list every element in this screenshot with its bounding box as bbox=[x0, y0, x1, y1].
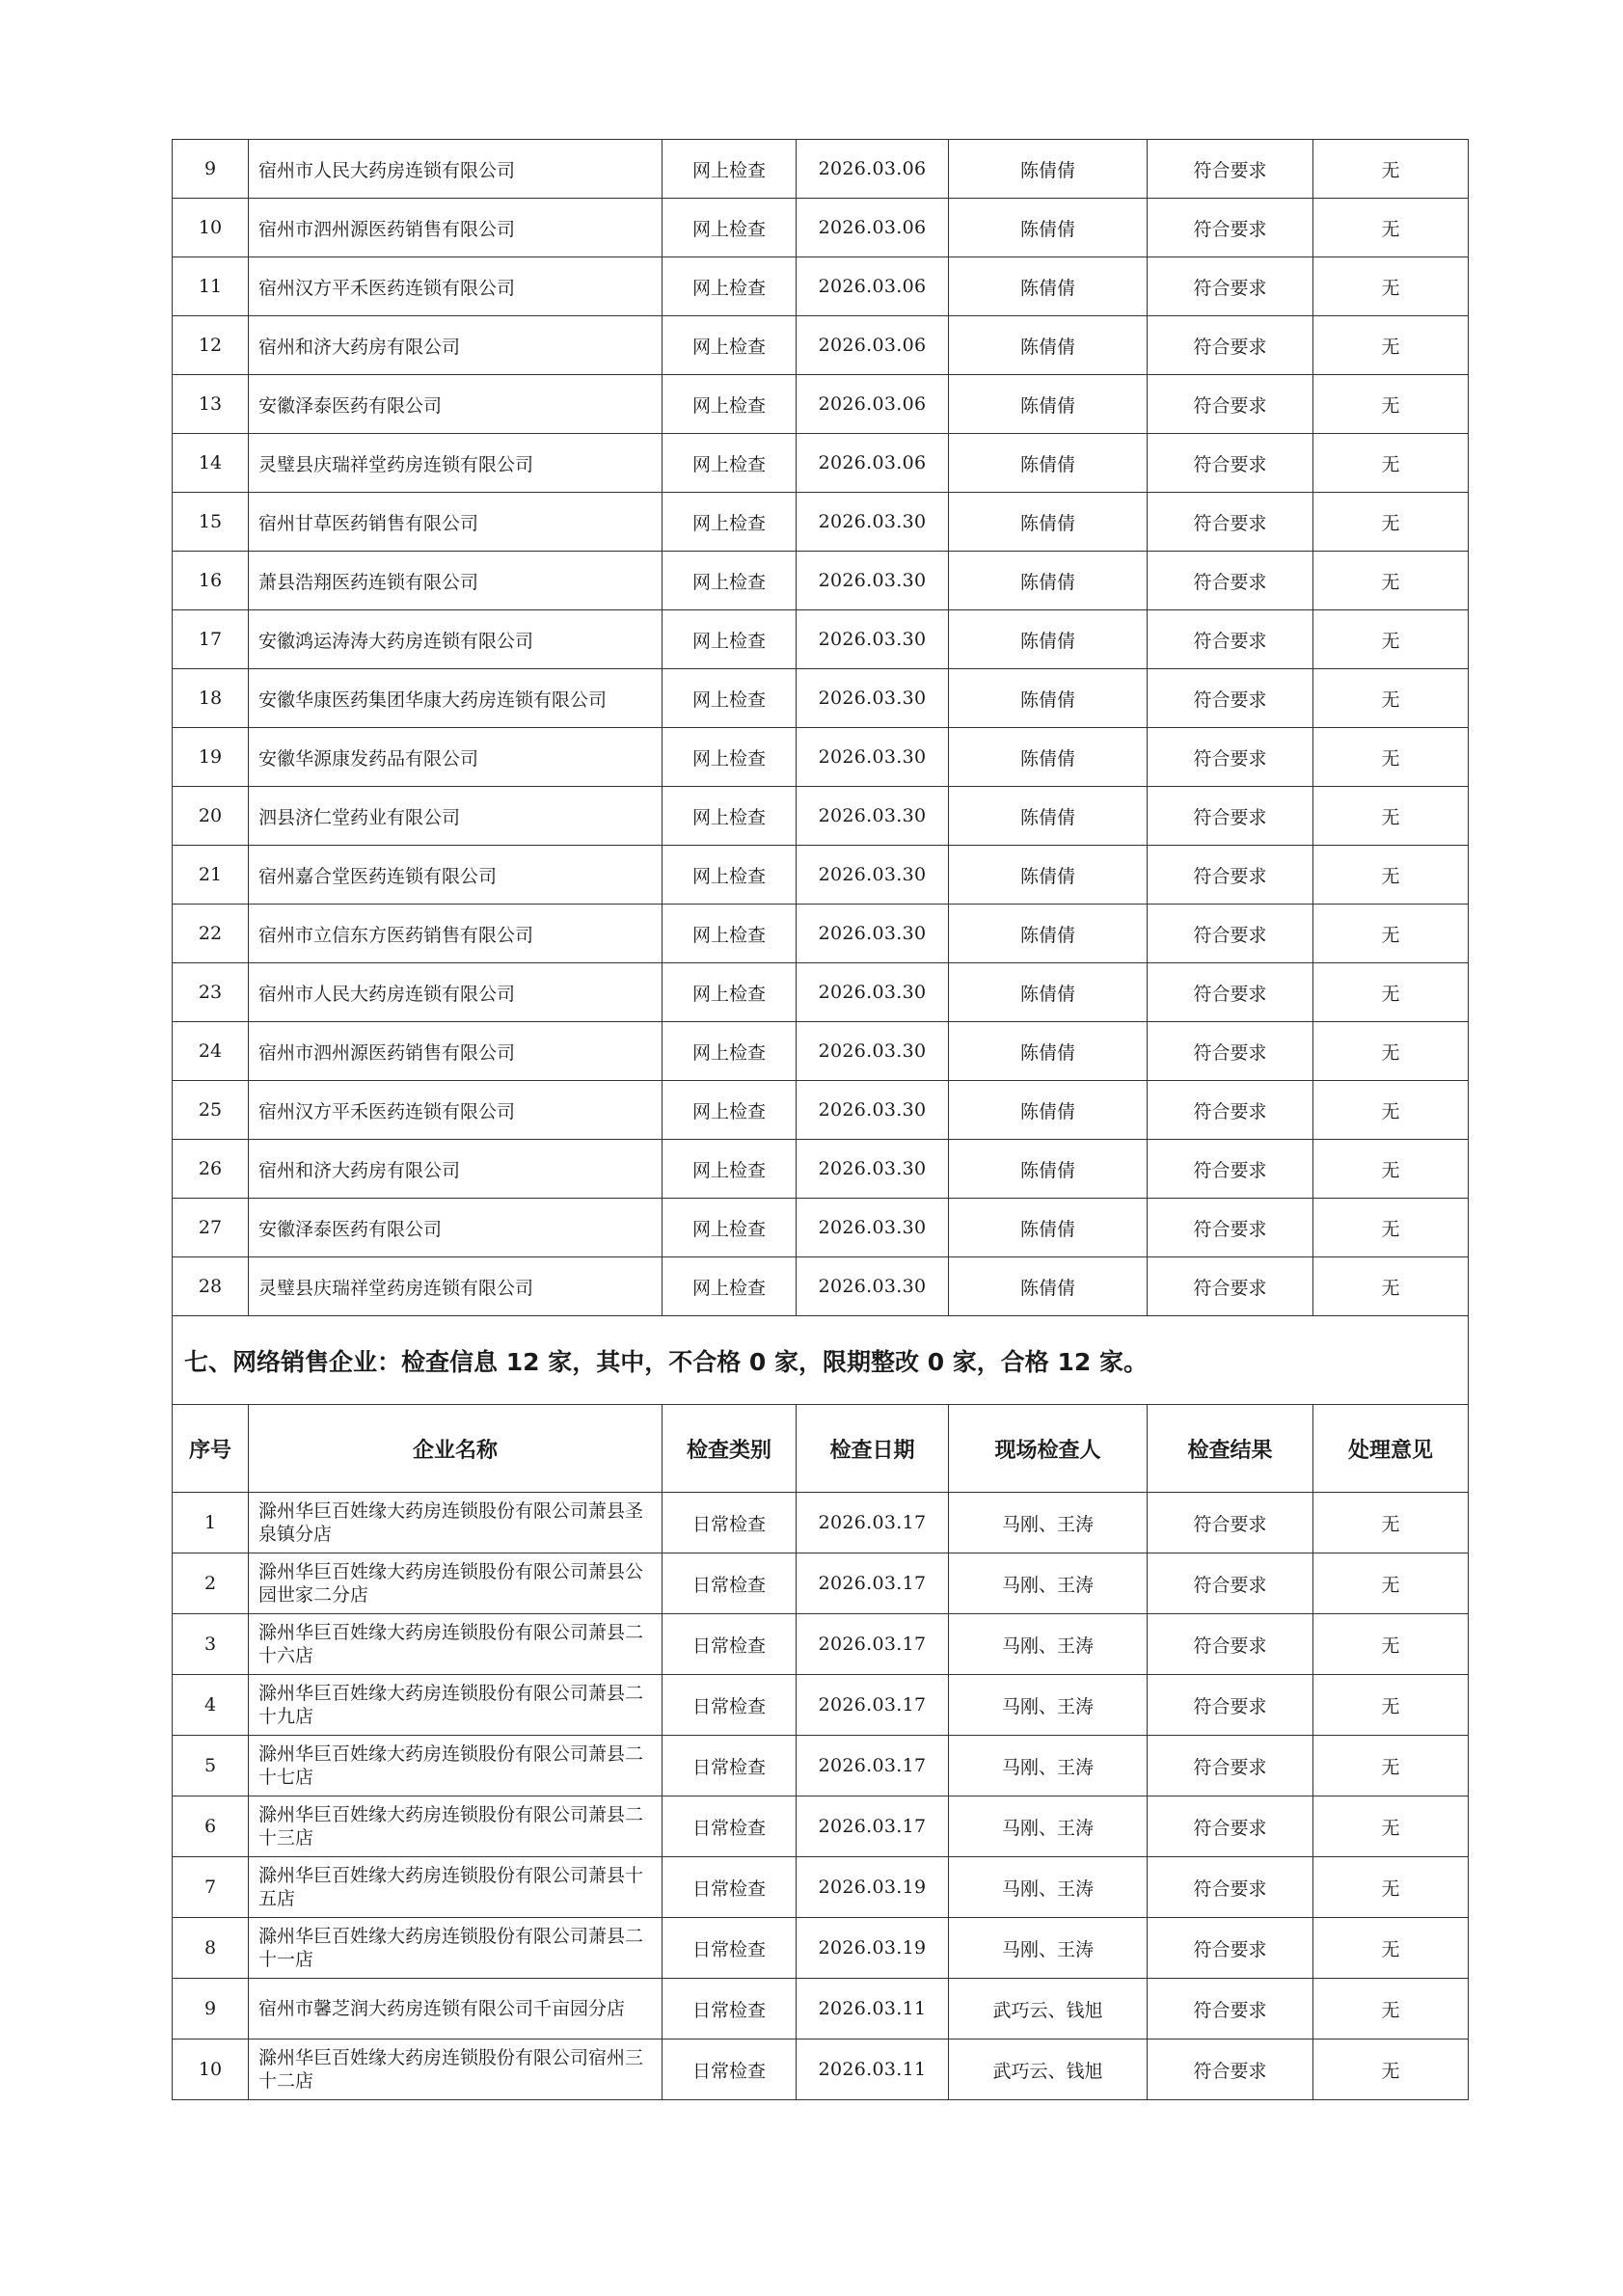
cell-name: 宿州市人民大药房连锁有限公司 bbox=[249, 963, 663, 1022]
cell-result: 符合要求 bbox=[1148, 1257, 1313, 1316]
cell-name: 宿州汉方平禾医药连锁有限公司 bbox=[249, 257, 663, 316]
cell-no: 15 bbox=[173, 493, 249, 552]
cell-result: 符合要求 bbox=[1148, 1979, 1313, 2039]
cell-type: 网上检查 bbox=[663, 1140, 797, 1199]
table-row bbox=[173, 669, 1469, 728]
cell-name: 滁州华巨百姓缘大药房连锁股份有限公司萧县二十六店 bbox=[249, 1614, 663, 1675]
table-row bbox=[173, 434, 1469, 493]
cell-inspector: 陈倩倩 bbox=[949, 1140, 1148, 1199]
cell-date: 2026.03.17 bbox=[797, 1675, 949, 1736]
cell-no: 7 bbox=[173, 1857, 249, 1918]
cell-name: 宿州市立信东方医药销售有限公司 bbox=[249, 905, 663, 963]
cell-inspector: 陈倩倩 bbox=[949, 316, 1148, 375]
cell-opinion: 无 bbox=[1313, 493, 1469, 552]
cell-no: 26 bbox=[173, 1140, 249, 1199]
cell-no: 4 bbox=[173, 1675, 249, 1736]
inspection-table bbox=[172, 139, 1469, 2100]
cell-type: 日常检查 bbox=[663, 1857, 797, 1918]
cell-date: 2026.03.30 bbox=[797, 1257, 949, 1316]
header-opinion: 处理意见 bbox=[1313, 1405, 1469, 1493]
cell-inspector: 马刚、王涛 bbox=[949, 1918, 1148, 1979]
cell-opinion: 无 bbox=[1313, 846, 1469, 905]
cell-type: 网上检查 bbox=[663, 963, 797, 1022]
cell-result: 符合要求 bbox=[1148, 1081, 1313, 1140]
cell-opinion: 无 bbox=[1313, 1979, 1469, 2039]
cell-name: 萧县浩翔医药连锁有限公司 bbox=[249, 552, 663, 610]
cell-opinion: 无 bbox=[1313, 728, 1469, 787]
header-name: 企业名称 bbox=[249, 1405, 663, 1493]
cell-inspector: 陈倩倩 bbox=[949, 493, 1148, 552]
cell-result: 符合要求 bbox=[1148, 669, 1313, 728]
cell-opinion: 无 bbox=[1313, 375, 1469, 434]
cell-type: 网上检查 bbox=[663, 552, 797, 610]
cell-no: 2 bbox=[173, 1553, 249, 1614]
table-row bbox=[173, 1614, 1469, 1675]
cell-opinion: 无 bbox=[1313, 1493, 1469, 1553]
cell-date: 2026.03.06 bbox=[797, 375, 949, 434]
cell-type: 网上检查 bbox=[663, 787, 797, 846]
table-row bbox=[173, 1553, 1469, 1614]
cell-name: 安徽泽泰医药有限公司 bbox=[249, 1199, 663, 1257]
cell-type: 网上检查 bbox=[663, 375, 797, 434]
cell-date: 2026.03.30 bbox=[797, 1140, 949, 1199]
document-page bbox=[172, 139, 1468, 2100]
cell-inspector: 陈倩倩 bbox=[949, 257, 1148, 316]
table-row bbox=[173, 1918, 1469, 1979]
cell-name: 滁州华巨百姓缘大药房连锁股份有限公司萧县公园世家二分店 bbox=[249, 1553, 663, 1614]
cell-result: 符合要求 bbox=[1148, 140, 1313, 199]
cell-no: 16 bbox=[173, 552, 249, 610]
cell-no: 10 bbox=[173, 2039, 249, 2100]
cell-date: 2026.03.11 bbox=[797, 1979, 949, 2039]
cell-result: 符合要求 bbox=[1148, 552, 1313, 610]
cell-date: 2026.03.30 bbox=[797, 963, 949, 1022]
cell-date: 2026.03.19 bbox=[797, 1918, 949, 1979]
cell-type: 日常检查 bbox=[663, 2039, 797, 2100]
cell-date: 2026.03.30 bbox=[797, 552, 949, 610]
cell-name: 滁州华巨百姓缘大药房连锁股份有限公司宿州三十二店 bbox=[249, 2039, 663, 2100]
cell-type: 日常检查 bbox=[663, 1796, 797, 1857]
section7-body bbox=[173, 1316, 1469, 1493]
cell-no: 22 bbox=[173, 905, 249, 963]
cell-result: 符合要求 bbox=[1148, 728, 1313, 787]
cell-no: 10 bbox=[173, 199, 249, 257]
cell-no: 8 bbox=[173, 1918, 249, 1979]
cell-opinion: 无 bbox=[1313, 1796, 1469, 1857]
cell-result: 符合要求 bbox=[1148, 846, 1313, 905]
cell-type: 日常检查 bbox=[663, 1736, 797, 1796]
cell-date: 2026.03.30 bbox=[797, 905, 949, 963]
cell-result: 符合要求 bbox=[1148, 2039, 1313, 2100]
cell-inspector: 陈倩倩 bbox=[949, 905, 1148, 963]
cell-inspector: 马刚、王涛 bbox=[949, 1675, 1148, 1736]
cell-inspector: 陈倩倩 bbox=[949, 787, 1148, 846]
cell-date: 2026.03.06 bbox=[797, 199, 949, 257]
cell-date: 2026.03.19 bbox=[797, 1857, 949, 1918]
cell-no: 25 bbox=[173, 1081, 249, 1140]
header-date: 检查日期 bbox=[797, 1405, 949, 1493]
cell-type: 网上检查 bbox=[663, 434, 797, 493]
cell-opinion: 无 bbox=[1313, 1675, 1469, 1736]
table-row bbox=[173, 2039, 1469, 2100]
table-row bbox=[173, 1796, 1469, 1857]
cell-name: 宿州和济大药房有限公司 bbox=[249, 1140, 663, 1199]
cell-inspector: 陈倩倩 bbox=[949, 1257, 1148, 1316]
cell-type: 网上检查 bbox=[663, 316, 797, 375]
cell-name: 宿州市泗州源医药销售有限公司 bbox=[249, 199, 663, 257]
cell-date: 2026.03.17 bbox=[797, 1614, 949, 1675]
cell-opinion: 无 bbox=[1313, 1736, 1469, 1796]
cell-result: 符合要求 bbox=[1148, 610, 1313, 669]
cell-result: 符合要求 bbox=[1148, 493, 1313, 552]
table-row bbox=[173, 1199, 1469, 1257]
table-row bbox=[173, 846, 1469, 905]
cell-result: 符合要求 bbox=[1148, 1796, 1313, 1857]
cell-opinion: 无 bbox=[1313, 434, 1469, 493]
cell-inspector: 陈倩倩 bbox=[949, 140, 1148, 199]
cell-no: 6 bbox=[173, 1796, 249, 1857]
table-row bbox=[173, 493, 1469, 552]
cell-date: 2026.03.17 bbox=[797, 1796, 949, 1857]
cell-opinion: 无 bbox=[1313, 963, 1469, 1022]
cell-opinion: 无 bbox=[1313, 140, 1469, 199]
cell-inspector: 马刚、王涛 bbox=[949, 1736, 1148, 1796]
table-row bbox=[173, 963, 1469, 1022]
cell-inspector: 陈倩倩 bbox=[949, 963, 1148, 1022]
cell-name: 滁州华巨百姓缘大药房连锁股份有限公司萧县二十一店 bbox=[249, 1918, 663, 1979]
cell-opinion: 无 bbox=[1313, 787, 1469, 846]
cell-result: 符合要求 bbox=[1148, 905, 1313, 963]
cell-no: 12 bbox=[173, 316, 249, 375]
cell-name: 宿州汉方平禾医药连锁有限公司 bbox=[249, 1081, 663, 1140]
cell-type: 网上检查 bbox=[663, 669, 797, 728]
cell-type: 网上检查 bbox=[663, 728, 797, 787]
cell-inspector: 马刚、王涛 bbox=[949, 1857, 1148, 1918]
cell-date: 2026.03.11 bbox=[797, 2039, 949, 2100]
cell-opinion: 无 bbox=[1313, 905, 1469, 963]
cell-type: 日常检查 bbox=[663, 1553, 797, 1614]
cell-name: 宿州甘草医药销售有限公司 bbox=[249, 493, 663, 552]
table-row bbox=[173, 140, 1469, 199]
cell-date: 2026.03.17 bbox=[797, 1736, 949, 1796]
table-row bbox=[173, 787, 1469, 846]
cell-date: 2026.03.06 bbox=[797, 140, 949, 199]
cell-no: 13 bbox=[173, 375, 249, 434]
cell-name: 滁州华巨百姓缘大药房连锁股份有限公司萧县十五店 bbox=[249, 1857, 663, 1918]
cell-type: 网上检查 bbox=[663, 493, 797, 552]
cell-no: 18 bbox=[173, 669, 249, 728]
table1-body bbox=[173, 140, 1469, 1316]
cell-name: 安徽华源康发药品有限公司 bbox=[249, 728, 663, 787]
cell-opinion: 无 bbox=[1313, 552, 1469, 610]
cell-inspector: 马刚、王涛 bbox=[949, 1553, 1148, 1614]
cell-result: 符合要求 bbox=[1148, 434, 1313, 493]
cell-inspector: 陈倩倩 bbox=[949, 1081, 1148, 1140]
cell-opinion: 无 bbox=[1313, 1199, 1469, 1257]
cell-opinion: 无 bbox=[1313, 316, 1469, 375]
cell-opinion: 无 bbox=[1313, 1140, 1469, 1199]
cell-inspector: 马刚、王涛 bbox=[949, 1493, 1148, 1553]
table-row bbox=[173, 1493, 1469, 1553]
cell-opinion: 无 bbox=[1313, 1918, 1469, 1979]
table-row bbox=[173, 1081, 1469, 1140]
cell-name: 安徽泽泰医药有限公司 bbox=[249, 375, 663, 434]
cell-type: 日常检查 bbox=[663, 1979, 797, 2039]
cell-name: 滁州华巨百姓缘大药房连锁股份有限公司萧县二十七店 bbox=[249, 1736, 663, 1796]
cell-no: 23 bbox=[173, 963, 249, 1022]
cell-date: 2026.03.30 bbox=[797, 728, 949, 787]
cell-name: 宿州市人民大药房连锁有限公司 bbox=[249, 140, 663, 199]
cell-type: 网上检查 bbox=[663, 905, 797, 963]
cell-opinion: 无 bbox=[1313, 1857, 1469, 1918]
cell-no: 9 bbox=[173, 1979, 249, 2039]
cell-opinion: 无 bbox=[1313, 2039, 1469, 2100]
cell-inspector: 陈倩倩 bbox=[949, 199, 1148, 257]
cell-result: 符合要求 bbox=[1148, 1614, 1313, 1675]
header-no: 序号 bbox=[173, 1405, 249, 1493]
cell-date: 2026.03.06 bbox=[797, 434, 949, 493]
cell-no: 11 bbox=[173, 257, 249, 316]
cell-date: 2026.03.30 bbox=[797, 1199, 949, 1257]
cell-no: 9 bbox=[173, 140, 249, 199]
cell-no: 28 bbox=[173, 1257, 249, 1316]
cell-result: 符合要求 bbox=[1148, 1022, 1313, 1081]
cell-no: 5 bbox=[173, 1736, 249, 1796]
cell-inspector: 陈倩倩 bbox=[949, 1199, 1148, 1257]
cell-date: 2026.03.30 bbox=[797, 610, 949, 669]
cell-inspector: 陈倩倩 bbox=[949, 434, 1148, 493]
cell-type: 网上检查 bbox=[663, 140, 797, 199]
table2-body bbox=[173, 1493, 1469, 2100]
table-row bbox=[173, 375, 1469, 434]
cell-opinion: 无 bbox=[1313, 1081, 1469, 1140]
cell-name: 安徽鸿运涛涛大药房连锁有限公司 bbox=[249, 610, 663, 669]
cell-opinion: 无 bbox=[1313, 669, 1469, 728]
cell-type: 日常检查 bbox=[663, 1918, 797, 1979]
cell-date: 2026.03.17 bbox=[797, 1553, 949, 1614]
table-row bbox=[173, 905, 1469, 963]
cell-result: 符合要求 bbox=[1148, 1675, 1313, 1736]
cell-no: 17 bbox=[173, 610, 249, 669]
table-row bbox=[173, 1257, 1469, 1316]
cell-inspector: 陈倩倩 bbox=[949, 846, 1148, 905]
header-inspector: 现场检查人 bbox=[949, 1405, 1148, 1493]
cell-opinion: 无 bbox=[1313, 257, 1469, 316]
cell-result: 符合要求 bbox=[1148, 375, 1313, 434]
cell-opinion: 无 bbox=[1313, 1614, 1469, 1675]
header-type: 检查类别 bbox=[663, 1405, 797, 1493]
header-result: 检查结果 bbox=[1148, 1405, 1313, 1493]
cell-result: 符合要求 bbox=[1148, 1140, 1313, 1199]
cell-no: 27 bbox=[173, 1199, 249, 1257]
cell-date: 2026.03.30 bbox=[797, 1022, 949, 1081]
cell-date: 2026.03.30 bbox=[797, 669, 949, 728]
cell-name: 滁州华巨百姓缘大药房连锁股份有限公司萧县圣泉镇分店 bbox=[249, 1493, 663, 1553]
cell-opinion: 无 bbox=[1313, 1553, 1469, 1614]
cell-name: 灵璧县庆瑞祥堂药房连锁有限公司 bbox=[249, 1257, 663, 1316]
table-row bbox=[173, 1857, 1469, 1918]
table-row bbox=[173, 610, 1469, 669]
cell-inspector: 武巧云、钱旭 bbox=[949, 2039, 1148, 2100]
cell-type: 网上检查 bbox=[663, 610, 797, 669]
cell-no: 19 bbox=[173, 728, 249, 787]
table-row bbox=[173, 728, 1469, 787]
cell-name: 宿州嘉合堂医药连锁有限公司 bbox=[249, 846, 663, 905]
cell-type: 网上检查 bbox=[663, 257, 797, 316]
cell-no: 3 bbox=[173, 1614, 249, 1675]
cell-name: 宿州和济大药房有限公司 bbox=[249, 316, 663, 375]
cell-date: 2026.03.30 bbox=[797, 846, 949, 905]
cell-result: 符合要求 bbox=[1148, 199, 1313, 257]
cell-result: 符合要求 bbox=[1148, 1918, 1313, 1979]
cell-name: 灵璧县庆瑞祥堂药房连锁有限公司 bbox=[249, 434, 663, 493]
cell-name: 滁州华巨百姓缘大药房连锁股份有限公司萧县二十九店 bbox=[249, 1675, 663, 1736]
cell-inspector: 马刚、王涛 bbox=[949, 1796, 1148, 1857]
cell-inspector: 陈倩倩 bbox=[949, 728, 1148, 787]
table-row bbox=[173, 1675, 1469, 1736]
cell-type: 日常检查 bbox=[663, 1675, 797, 1736]
table-row bbox=[173, 1736, 1469, 1796]
cell-opinion: 无 bbox=[1313, 199, 1469, 257]
cell-inspector: 马刚、王涛 bbox=[949, 1614, 1148, 1675]
cell-name: 滁州华巨百姓缘大药房连锁股份有限公司萧县二十三店 bbox=[249, 1796, 663, 1857]
cell-name: 安徽华康医药集团华康大药房连锁有限公司 bbox=[249, 669, 663, 728]
cell-result: 符合要求 bbox=[1148, 963, 1313, 1022]
cell-type: 日常检查 bbox=[663, 1614, 797, 1675]
cell-date: 2026.03.06 bbox=[797, 316, 949, 375]
cell-inspector: 陈倩倩 bbox=[949, 1022, 1148, 1081]
cell-type: 网上检查 bbox=[663, 1022, 797, 1081]
cell-inspector: 陈倩倩 bbox=[949, 610, 1148, 669]
cell-result: 符合要求 bbox=[1148, 1736, 1313, 1796]
cell-date: 2026.03.06 bbox=[797, 257, 949, 316]
table-row bbox=[173, 1979, 1469, 2039]
cell-date: 2026.03.17 bbox=[797, 1493, 949, 1553]
cell-inspector: 陈倩倩 bbox=[949, 375, 1148, 434]
table-row bbox=[173, 257, 1469, 316]
section7-heading: 七、网络销售企业：检查信息 12 家，其中，不合格 0 家，限期整改 0 家，合格 12 家。 bbox=[173, 1316, 1469, 1405]
cell-type: 网上检查 bbox=[663, 199, 797, 257]
cell-inspector: 武巧云、钱旭 bbox=[949, 1979, 1148, 2039]
cell-result: 符合要求 bbox=[1148, 787, 1313, 846]
cell-type: 网上检查 bbox=[663, 1081, 797, 1140]
section7-row bbox=[173, 1316, 1469, 1405]
cell-result: 符合要求 bbox=[1148, 1493, 1313, 1553]
table-row bbox=[173, 316, 1469, 375]
cell-result: 符合要求 bbox=[1148, 1857, 1313, 1918]
cell-type: 网上检查 bbox=[663, 1199, 797, 1257]
table-header-row bbox=[173, 1405, 1469, 1493]
cell-result: 符合要求 bbox=[1148, 316, 1313, 375]
cell-result: 符合要求 bbox=[1148, 1553, 1313, 1614]
cell-inspector: 陈倩倩 bbox=[949, 669, 1148, 728]
cell-opinion: 无 bbox=[1313, 1257, 1469, 1316]
cell-no: 14 bbox=[173, 434, 249, 493]
cell-type: 网上检查 bbox=[663, 846, 797, 905]
cell-type: 日常检查 bbox=[663, 1493, 797, 1553]
cell-opinion: 无 bbox=[1313, 610, 1469, 669]
table-row bbox=[173, 1140, 1469, 1199]
cell-inspector: 陈倩倩 bbox=[949, 552, 1148, 610]
cell-type: 网上检查 bbox=[663, 1257, 797, 1316]
cell-opinion: 无 bbox=[1313, 1022, 1469, 1081]
cell-name: 宿州市馨芝润大药房连锁有限公司千亩园分店 bbox=[249, 1979, 663, 2039]
cell-date: 2026.03.30 bbox=[797, 787, 949, 846]
cell-date: 2026.03.30 bbox=[797, 493, 949, 552]
cell-name: 宿州市泗州源医药销售有限公司 bbox=[249, 1022, 663, 1081]
cell-name: 泗县济仁堂药业有限公司 bbox=[249, 787, 663, 846]
table-row bbox=[173, 199, 1469, 257]
cell-no: 21 bbox=[173, 846, 249, 905]
table-row bbox=[173, 1022, 1469, 1081]
cell-result: 符合要求 bbox=[1148, 1199, 1313, 1257]
cell-no: 20 bbox=[173, 787, 249, 846]
cell-no: 24 bbox=[173, 1022, 249, 1081]
cell-no: 1 bbox=[173, 1493, 249, 1553]
cell-result: 符合要求 bbox=[1148, 257, 1313, 316]
cell-date: 2026.03.30 bbox=[797, 1081, 949, 1140]
table-row bbox=[173, 552, 1469, 610]
